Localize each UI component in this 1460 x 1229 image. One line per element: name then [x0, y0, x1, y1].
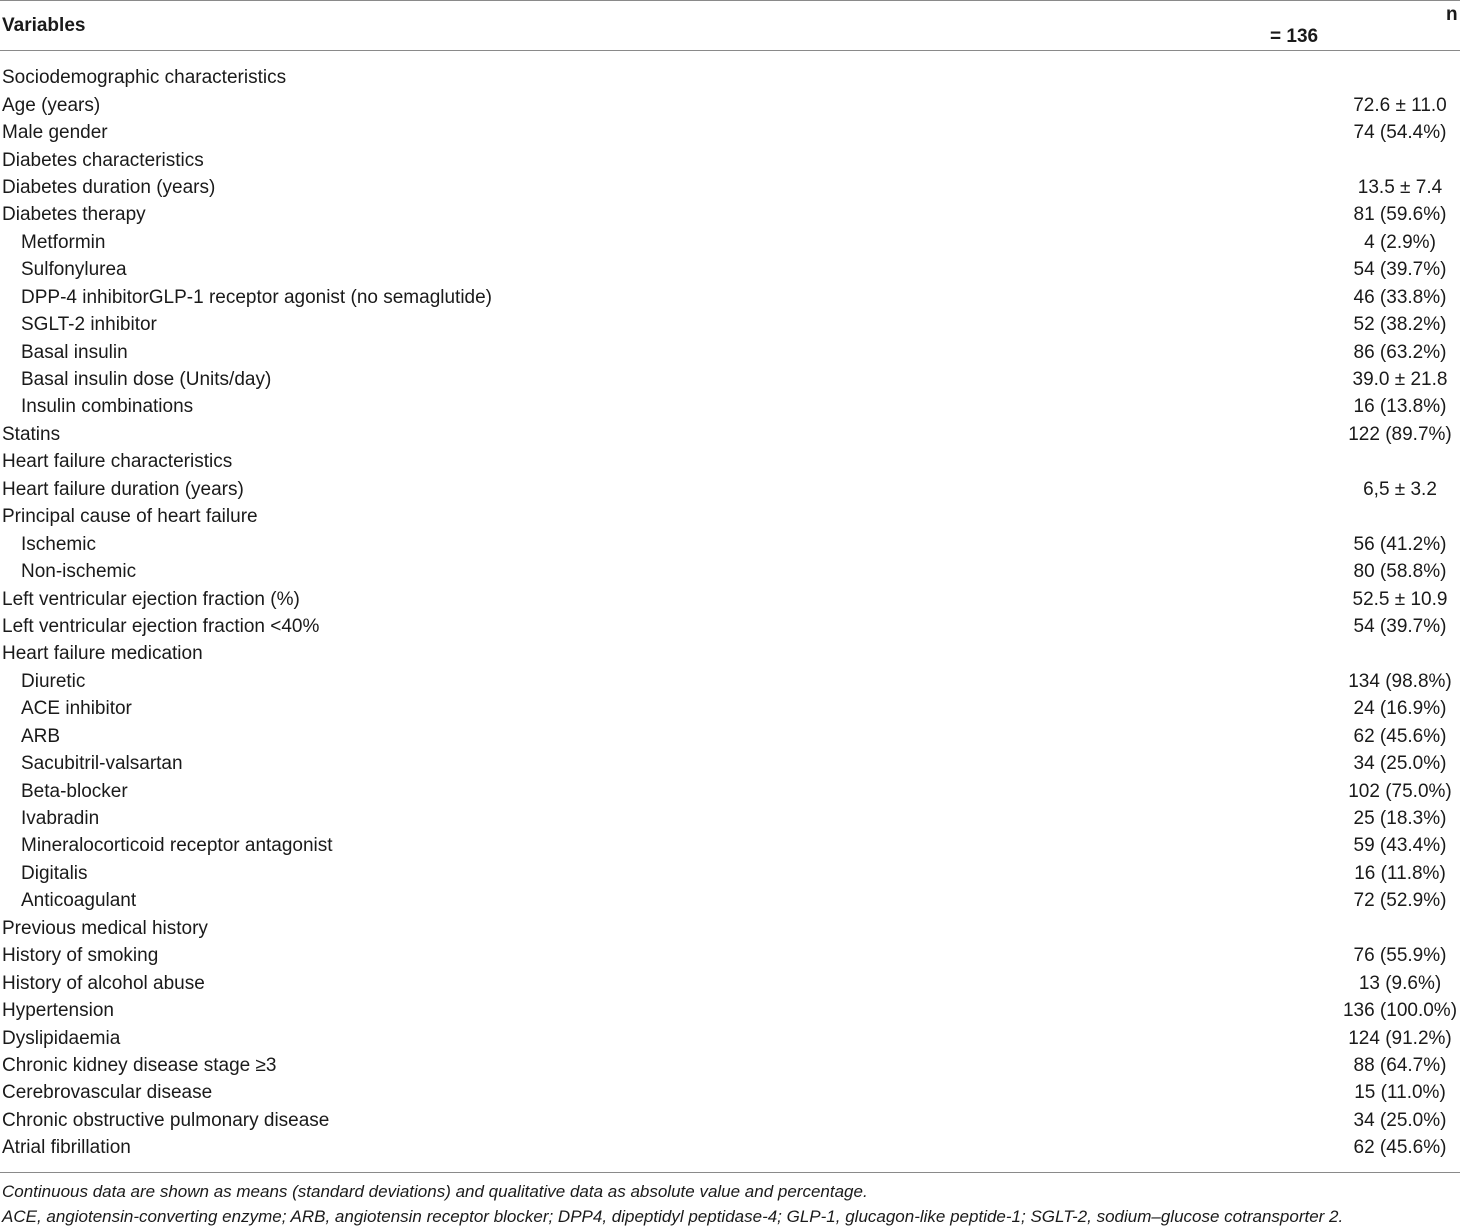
row-value: 76 (55.9%): [1353, 945, 1447, 967]
row-label: Ischemic: [21, 533, 96, 555]
row-value: 52 (38.2%): [1353, 314, 1447, 336]
row-label: Anticoagulant: [21, 890, 137, 912]
table-row: [0, 256, 1460, 283]
table-row: [0, 503, 1460, 530]
table-row: [0, 777, 1460, 804]
row-value: 16 (13.8%): [1353, 396, 1447, 418]
row-label: History of alcohol abuse: [2, 972, 205, 994]
row-value: 72 (52.9%): [1353, 890, 1447, 912]
table-row: [0, 723, 1460, 750]
table-row: [0, 860, 1460, 887]
table-row: [0, 174, 1460, 201]
table-row: [0, 832, 1460, 859]
table-row: [0, 613, 1460, 640]
table-row: [0, 1134, 1460, 1161]
table-row: [0, 366, 1460, 393]
row-value: 56 (41.2%): [1353, 533, 1447, 555]
row-label: History of smoking: [2, 945, 159, 967]
row-label: Non-ischemic: [21, 561, 137, 583]
row-label: Sacubitril-valsartan: [21, 753, 183, 775]
table-row: [0, 338, 1460, 365]
row-value: 52.5 ± 10.9: [1352, 588, 1448, 610]
row-value: 25 (18.3%): [1353, 808, 1447, 830]
table-row: [0, 1079, 1460, 1106]
table-row: [0, 146, 1460, 173]
row-label: Heart failure medication: [2, 643, 203, 665]
table-row: [0, 1052, 1460, 1079]
row-label: Dyslipidaemia: [2, 1027, 121, 1049]
table-row: [0, 1024, 1460, 1051]
row-label: SGLT-2 inhibitor: [21, 314, 157, 336]
row-label: Chronic obstructive pulmonary disease: [2, 1109, 330, 1131]
table-row: [0, 201, 1460, 228]
table-row: [0, 476, 1460, 503]
row-value: 134 (98.8%): [1348, 670, 1452, 692]
row-label: Previous medical history: [2, 917, 208, 939]
row-label: Diabetes therapy: [2, 204, 146, 226]
table-row: [0, 448, 1460, 475]
table-row: [0, 640, 1460, 667]
row-value: 13 (9.6%): [1358, 972, 1442, 994]
row-label: Diabetes duration (years): [2, 176, 216, 198]
table-row: [0, 805, 1460, 832]
row-label: Basal insulin: [21, 341, 128, 363]
header-n-label: n = 136: [1270, 3, 1458, 47]
row-value: 6,5 ± 3.2: [1363, 478, 1437, 500]
row-label: Atrial fibrillation: [2, 1137, 131, 1159]
row-label: Basal insulin dose (Units/day): [21, 369, 272, 391]
row-value: 4 (2.9%): [1364, 231, 1436, 253]
table-row: [0, 229, 1460, 256]
row-value: 122 (89.7%): [1348, 423, 1452, 445]
table-row: [0, 915, 1460, 942]
row-value: 13.5 ± 7.4: [1357, 176, 1443, 198]
row-value: 39.0 ± 21.8: [1352, 369, 1448, 391]
row-label: Age (years): [2, 94, 101, 116]
header-n: [1270, 4, 1460, 48]
row-label: DPP-4 inhibitorGLP-1 receptor agonist (no semaglutide): [21, 286, 493, 308]
row-value: 74 (54.4%): [1353, 122, 1447, 144]
row-label: Hypertension: [2, 1000, 114, 1022]
row-label: Statins: [2, 423, 61, 445]
row-label: Heart failure duration (years): [2, 478, 244, 500]
row-label: Insulin combinations: [21, 396, 194, 418]
row-label: Diuretic: [21, 670, 86, 692]
row-label: Chronic kidney disease stage ≥3: [2, 1054, 277, 1076]
table-row: [0, 695, 1460, 722]
row-value: 46 (33.8%): [1353, 286, 1447, 308]
table-header: [0, 1, 1460, 50]
row-label: Principal cause of heart failure: [2, 506, 258, 528]
row-value: 62 (45.6%): [1353, 725, 1447, 747]
row-value: 136 (100.0%): [1342, 1000, 1458, 1022]
table-row: [0, 119, 1460, 146]
footnote-2: ACE, angiotensin-converting enzyme; ARB, angiotensin receptor blocker; DPP4, dipeptidyl peptidase-4; GLP-1, glucagon-like peptide-1; SGLT-2, sodium–glucose cotransporter 2.: [2, 1206, 1344, 1226]
row-value: 72.6 ± 11.0: [1353, 94, 1447, 116]
row-label: Digitalis: [21, 862, 88, 884]
row-label: Beta-blocker: [21, 780, 128, 802]
row-value: 81 (59.6%): [1353, 204, 1447, 226]
table-row: [0, 585, 1460, 612]
row-value: 88 (64.7%): [1353, 1054, 1447, 1076]
row-label: Male gender: [2, 122, 108, 144]
table-row: [0, 668, 1460, 695]
row-label: Mineralocorticoid receptor antagonist: [21, 835, 333, 857]
row-label: Metformin: [21, 231, 106, 253]
table-row: [0, 284, 1460, 311]
row-label: Diabetes characteristics: [2, 149, 204, 171]
table-row: [0, 91, 1460, 118]
table-row: [0, 421, 1460, 448]
row-value: 86 (63.2%): [1353, 341, 1447, 363]
table-row: [0, 887, 1460, 914]
table-row: [0, 1107, 1460, 1134]
header-variables: Variables: [2, 14, 86, 36]
row-label: Left ventricular ejection fraction (%): [2, 588, 300, 610]
table-row: [0, 530, 1460, 557]
footnotes: [0, 1173, 1460, 1229]
row-value: 15 (11.0%): [1354, 1082, 1446, 1104]
row-value: 34 (25.0%): [1353, 753, 1447, 775]
row-label: ACE inhibitor: [21, 698, 132, 720]
table-body: [0, 51, 1460, 1162]
row-value: 54 (39.7%): [1353, 615, 1447, 637]
table-row: [0, 750, 1460, 777]
row-value: 59 (43.4%): [1353, 835, 1447, 857]
row-value: 62 (45.6%): [1353, 1137, 1447, 1159]
table-row: [0, 942, 1460, 969]
row-value: 54 (39.7%): [1353, 259, 1447, 281]
row-label: Ivabradin: [21, 808, 100, 830]
row-value: 34 (25.0%): [1353, 1109, 1447, 1131]
row-label: Heart failure characteristics: [2, 451, 233, 473]
row-value: 24 (16.9%): [1353, 698, 1447, 720]
row-label: Left ventricular ejection fraction <40%: [2, 615, 320, 637]
table-row: [0, 997, 1460, 1024]
row-label: Sulfonylurea: [21, 259, 127, 281]
row-value: 80 (58.8%): [1353, 561, 1447, 583]
row-value: 102 (75.0%): [1348, 780, 1452, 802]
row-label: ARB: [21, 725, 61, 747]
row-value: 124 (91.2%): [1348, 1027, 1452, 1049]
footnote-1: Continuous data are shown as means (standard deviations) and qualitative data as absolute value and percentage.: [2, 1181, 868, 1201]
table-row: [0, 311, 1460, 338]
table-row: [0, 969, 1460, 996]
row-label: Sociodemographic characteristics: [2, 67, 287, 89]
table-row: [0, 558, 1460, 585]
table-row: [0, 64, 1460, 91]
row-value: 16 (11.8%): [1354, 862, 1446, 884]
table-row: [0, 393, 1460, 420]
row-label: Cerebrovascular disease: [2, 1082, 213, 1104]
